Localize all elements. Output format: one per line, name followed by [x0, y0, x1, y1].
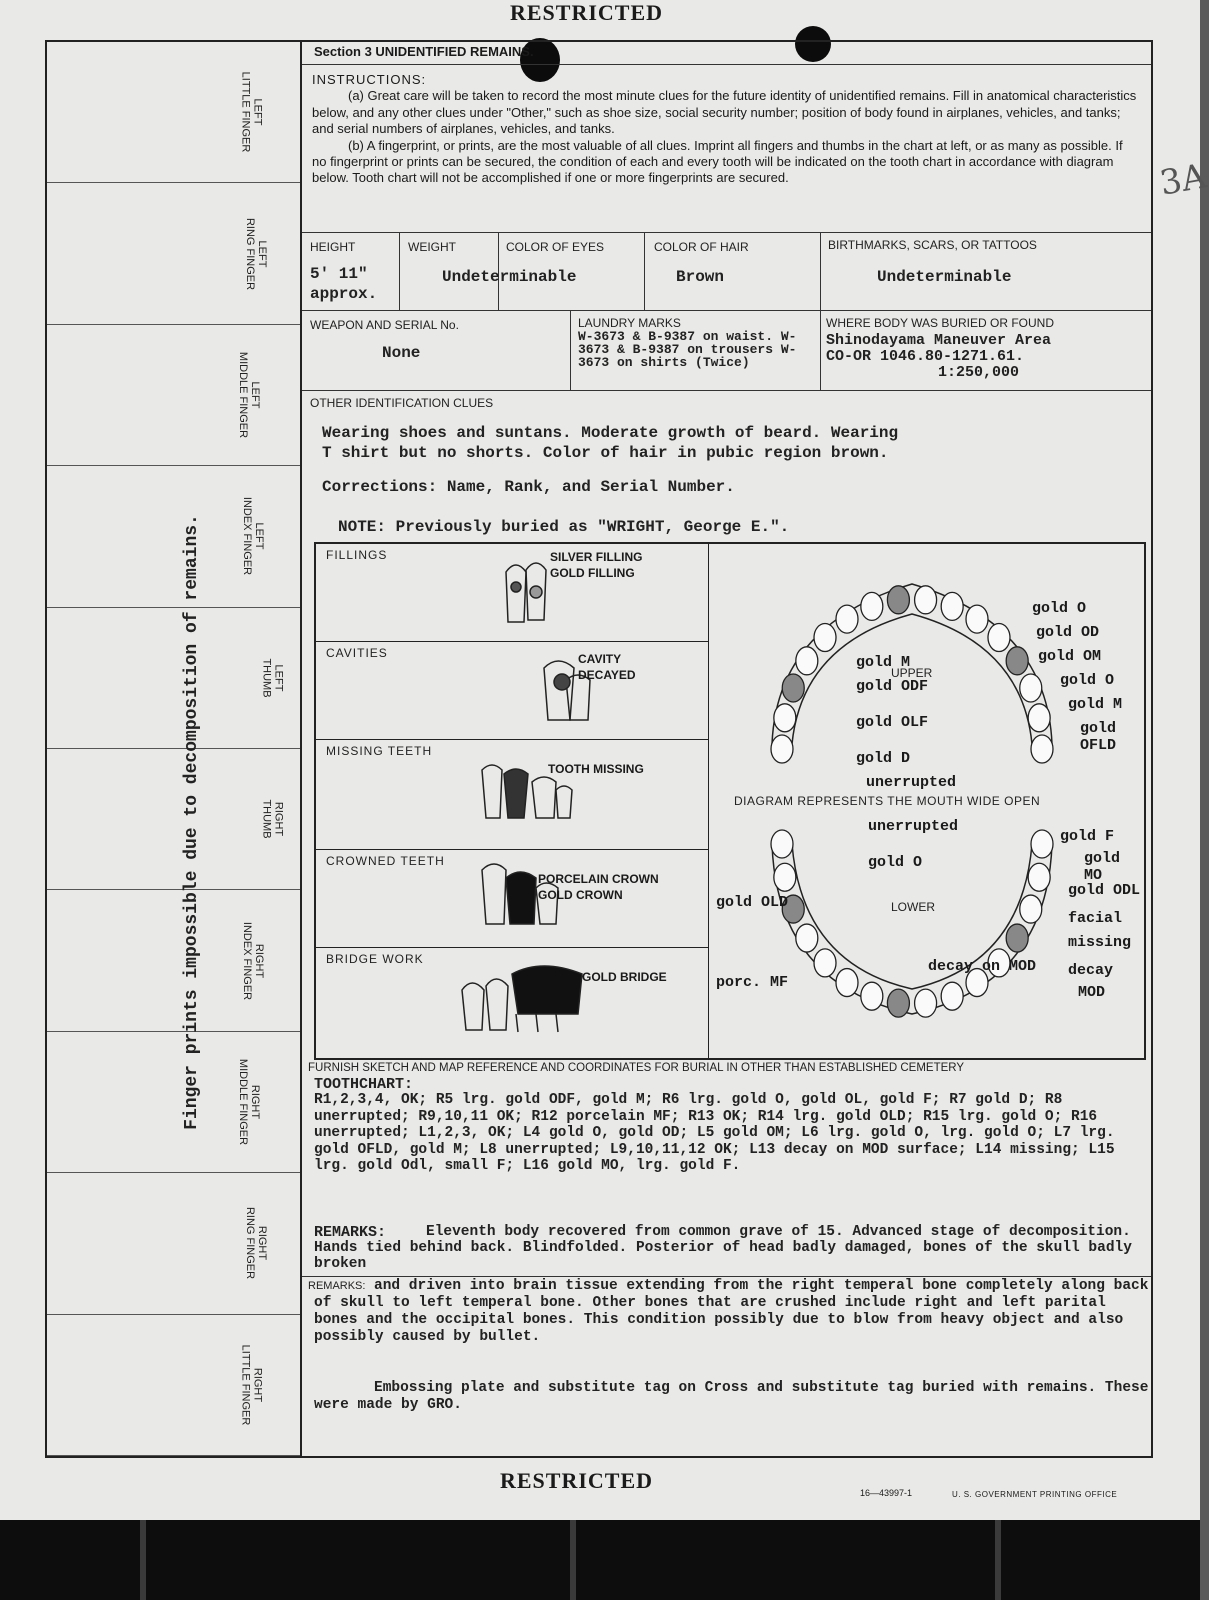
tooth-annotation: gold OFLD [1080, 720, 1117, 754]
upper-tooth [836, 605, 858, 633]
fingerprint-note: Finger prints impossible due to decomposition of remains. [182, 514, 202, 1130]
toothchart-text: R1,2,3,4, OK; R5 lrg. gold ODF, gold M; R6 lrg. gold O, gold OL, gold F; R7 gold D; R8 unerrupted; R9,10,11 OK; R12 porcelain MF; R13 OK; R14 lrg. gold OLD; R15 lrg. gold O; R16 unerrupted; L1,2,3, OK; L4 gold O, gold OD; L5 gold OM; L6 lrg. gold O, lrg. gold O; L7 lrg. gold OFLD, gold M; L8 unerrupted; L9,10,11,12 OK; L13 decay on MOD surface; L14 missing; L15 lrg. gold Odl, small F; L16 gold MO, lrg. gold F. [314, 1092, 1115, 1174]
tooth-illustration [496, 552, 556, 637]
finger-label-side: LEFT [272, 664, 285, 692]
tooth-annotation: gold OLF [856, 714, 929, 731]
burial-sketch-label: FURNISH SKETCH AND MAP REFERENCE AND COORDINATES FOR BURIAL IN OTHER THAN ESTABLISHED CEMETERY [308, 1062, 965, 1074]
finger-box [47, 890, 300, 1031]
laundry-value: W-3673 & B-9387 on waist. W-3673 & B-9387 on trousers W-3673 on shirts (Twice) [578, 329, 797, 370]
tooth-annotation: decay on MOD [928, 958, 1037, 975]
fingerprint-column [47, 42, 302, 1456]
remarks-label: REMARKS: [308, 1280, 366, 1292]
remarks-text2: and driven into brain tissue extending from the right temperal bone completely along back of skull to left temperal bone. Other bones that are crushed include right and left parital bones and the occipital bones. This condition possibly due to blow from heavy object and also possibly caused by bullet. [314, 1278, 1149, 1345]
dental-legend-tag: CAVITY [578, 652, 622, 666]
finger-label-name: LITTLE FINGER [239, 1344, 252, 1426]
other-clues-label: OTHER IDENTIFICATION CLUES [310, 396, 494, 410]
finger-label [240, 72, 264, 153]
dental-legend-row [316, 948, 708, 1058]
finger-box [47, 749, 300, 890]
instructions-heading: INSTRUCTIONS: [312, 72, 427, 87]
tooth-annotation: gold M [1068, 696, 1123, 713]
instructions-a: (a) Great care will be taken to record the most minute clues for the future identity of unidentified remains. Fill in anatomical characteristics below, and any other clues under "Other," such as shoe size, social security number; position of body found in airplanes, vehicles, and tanks; and serial numbers of airplanes, vehicles, and tanks. [312, 88, 1137, 137]
form-frame [45, 40, 1153, 1458]
dental-legend-row [316, 642, 708, 740]
lower-tooth [1020, 895, 1042, 923]
finger-label-side: RIGHT [255, 1226, 268, 1261]
background-floor [0, 1520, 1200, 1600]
height-value: 5' 11" approx. [310, 265, 378, 303]
dental-legend-row [316, 544, 708, 642]
mouth-upper-label: UPPER [891, 666, 933, 680]
lower-tooth [771, 830, 793, 858]
finger-label-side: RIGHT [252, 943, 265, 978]
other-clues-line4: NOTE: Previously buried as "WRIGHT, George E.". [338, 518, 790, 536]
other-clues-line1: Wearing shoes and suntans. Moderate growth of beard. Wearing [322, 424, 899, 442]
tooth-annotation: gold OLD [716, 894, 789, 911]
finger-label [237, 1059, 261, 1145]
eyes-label: COLOR OF EYES [506, 240, 605, 254]
main-panel [302, 42, 1151, 1456]
finger-box [47, 1315, 300, 1456]
finger-label-side: RIGHT [251, 1367, 264, 1402]
tooth-annotation: gold O [868, 854, 923, 871]
tooth-annotation: missing [1068, 934, 1132, 951]
dental-legend-tag: SILVER FILLING [550, 550, 643, 564]
header-restricted: RESTRICTED [510, 0, 664, 25]
finger-box [47, 1173, 300, 1314]
remarks-text1: Eleventh body recovered from common grave of 15. Advanced stage of decomposition. Hands tied behind back. Blindfolded. Posterior of head badly damaged, bones of the skull badly broken [314, 1224, 1132, 1272]
tooth-annotation: unerrupted [868, 818, 959, 835]
tooth-annotation: gold ODF [856, 678, 929, 695]
hair-value: Brown [676, 268, 725, 286]
upper-tooth [941, 592, 963, 620]
dental-legend-label: FILLINGS [326, 548, 388, 562]
instructions [312, 72, 1138, 187]
where-line3: 1:250,000 [938, 364, 1020, 381]
lower-tooth [796, 924, 818, 952]
finger-label-name: RING FINGER [243, 217, 256, 290]
upper-tooth [1006, 647, 1028, 675]
finger-label-side: LEFT [251, 98, 264, 126]
upper-tooth [915, 586, 937, 614]
dental-legend-row [316, 740, 708, 850]
tooth-annotation: gold O [1060, 672, 1115, 689]
tooth-annotation: gold D [856, 750, 911, 767]
finger-label-name: INDEX FINGER [240, 497, 253, 576]
dental-legend-tag: GOLD CROWN [538, 888, 623, 902]
dental-legend-tag: PORCELAIN CROWN [538, 872, 659, 886]
tooth-annotation: porc. MF [716, 974, 789, 991]
height-label: HEIGHT [310, 240, 356, 254]
print-code: 16—43997-1 [860, 1488, 913, 1498]
upper-tooth [814, 624, 836, 652]
tooth-annotation: facial [1068, 910, 1123, 927]
tooth-annotation: unerrupted [866, 774, 957, 791]
tooth-annotation: gold O [1032, 600, 1087, 617]
finger-label [244, 218, 268, 290]
marks-value: Undeterminable [877, 268, 1012, 286]
upper-tooth [782, 674, 804, 702]
lower-tooth [836, 969, 858, 997]
remarks-text3: Embossing plate and substitute tag on Cross and substitute tag buried with remains. These were made by GRO. [314, 1380, 1149, 1413]
upper-tooth [988, 624, 1010, 652]
finger-label [241, 921, 265, 999]
tooth-annotation: gold OM [1038, 648, 1102, 665]
lower-tooth [774, 863, 796, 891]
weapon-label: WEAPON AND SERIAL No. [310, 318, 459, 332]
upper-tooth [1031, 735, 1053, 763]
dental-legend-label: CAVITIES [326, 646, 388, 660]
other-clues-line2: T shirt but no shorts. Color of hair in pubic region brown. [322, 444, 889, 462]
tooth-annotation: gold MO [1084, 850, 1121, 884]
lower-tooth [1006, 924, 1028, 952]
dental-legend-label: BRIDGE WORK [326, 952, 424, 966]
lower-tooth [915, 989, 937, 1017]
where-line1: Shinodayama Maneuver Area [826, 332, 1052, 349]
lower-tooth [941, 982, 963, 1010]
upper-tooth [1020, 674, 1042, 702]
upper-tooth [966, 605, 988, 633]
finger-box [47, 1032, 300, 1173]
dental-legend-label: MISSING TEETH [326, 744, 433, 758]
upper-tooth [774, 704, 796, 732]
other-clues-line3: Corrections: Name, Rank, and Serial Number. [322, 478, 735, 496]
lower-tooth [861, 982, 883, 1010]
tooth-illustration [456, 960, 596, 1045]
finger-box [47, 608, 300, 749]
dental-legend-tag: GOLD BRIDGE [582, 970, 667, 984]
weapon-value: None [382, 344, 421, 362]
finger-label-side: RIGHT [272, 802, 285, 837]
finger-label [237, 352, 261, 438]
where-line2: CO-OR 1046.80-1271.61. [826, 348, 1025, 365]
tooth-annotation: gold ODL [1068, 882, 1141, 899]
finger-label-name: THUMB [260, 799, 273, 839]
tooth-annotation: gold OD [1036, 624, 1100, 641]
upper-tooth [796, 647, 818, 675]
margin-note: 3A [1156, 156, 1209, 204]
weight-value: Undeterminable [442, 268, 577, 286]
upper-tooth [887, 586, 909, 614]
mouth-caption: DIAGRAM REPRESENTS THE MOUTH WIDE OPEN [734, 794, 1041, 808]
dental-legend-tag: TOOTH MISSING [548, 762, 644, 776]
tooth-annotation: decay [1068, 962, 1114, 979]
upper-tooth [771, 735, 793, 763]
finger-box [47, 42, 300, 183]
finger-label-name: MIDDLE FINGER [236, 351, 249, 439]
finger-label-name: RING FINGER [243, 1207, 256, 1280]
finger-label-side: LEFT [255, 240, 268, 268]
tooth-annotation: MOD [1078, 984, 1106, 1001]
dental-legend-tag: DECAYED [578, 668, 636, 682]
lower-tooth [814, 949, 836, 977]
finger-label [241, 497, 265, 575]
lower-tooth [887, 989, 909, 1017]
weight-label: WEIGHT [408, 240, 456, 254]
finger-label [260, 800, 284, 839]
marks-label: BIRTHMARKS, SCARS, OR TATTOOS [828, 238, 1037, 252]
finger-box [47, 325, 300, 466]
instructions-b: (b) A fingerprint, or prints, are the most valuable of all clues. Imprint all fingers and thumbs in the chart at left, or as many as possible. If no fingerprint or prints can be secured, the condition of each and every tooth will be indicated on the tooth chart in accordance with diagram below. Tooth chart will not be accomplished if one or more fingerprints are secured. [312, 137, 1123, 186]
finger-label [260, 658, 284, 697]
finger-label [244, 1207, 268, 1279]
finger-label-name: LITTLE FINGER [239, 71, 252, 153]
where-label: WHERE BODY WAS BURIED OR FOUND [826, 316, 1055, 330]
upper-tooth [861, 592, 883, 620]
remarks-heading: REMARKS: [314, 1224, 387, 1241]
section-title: Section 3 UNIDENTIFIED REMAINS. [314, 44, 534, 59]
dental-box [314, 542, 1146, 1060]
finger-box [47, 183, 300, 324]
hair-label: COLOR OF HAIR [654, 240, 749, 254]
upper-tooth [1028, 704, 1050, 732]
finger-label [240, 1344, 264, 1425]
tooth-annotation: gold F [1060, 828, 1115, 845]
finger-label-side: LEFT [252, 522, 265, 550]
lower-tooth [1031, 830, 1053, 858]
finger-label-name: INDEX FINGER [240, 921, 253, 1000]
footer-restricted: RESTRICTED [500, 1468, 654, 1493]
dental-legend-tag: GOLD FILLING [550, 566, 635, 580]
dental-legend-row [316, 850, 708, 948]
lower-tooth [1028, 863, 1050, 891]
finger-label-side: RIGHT [248, 1084, 261, 1120]
finger-label-name: THUMB [260, 658, 273, 698]
tooth-annotation: gold M [856, 654, 911, 671]
finger-box [47, 466, 300, 607]
toothchart-heading: TOOTHCHART: [314, 1076, 414, 1093]
finger-label-name: MIDDLE FINGER [236, 1058, 249, 1146]
dental-legend-label: CROWNED TEETH [326, 854, 445, 868]
printer-credit: U. S. GOVERNMENT PRINTING OFFICE [952, 1490, 1118, 1499]
mouth-lower-label: LOWER [891, 900, 936, 914]
laundry-label: LAUNDRY MARKS [578, 316, 681, 330]
finger-label-side: LEFT [248, 381, 261, 409]
